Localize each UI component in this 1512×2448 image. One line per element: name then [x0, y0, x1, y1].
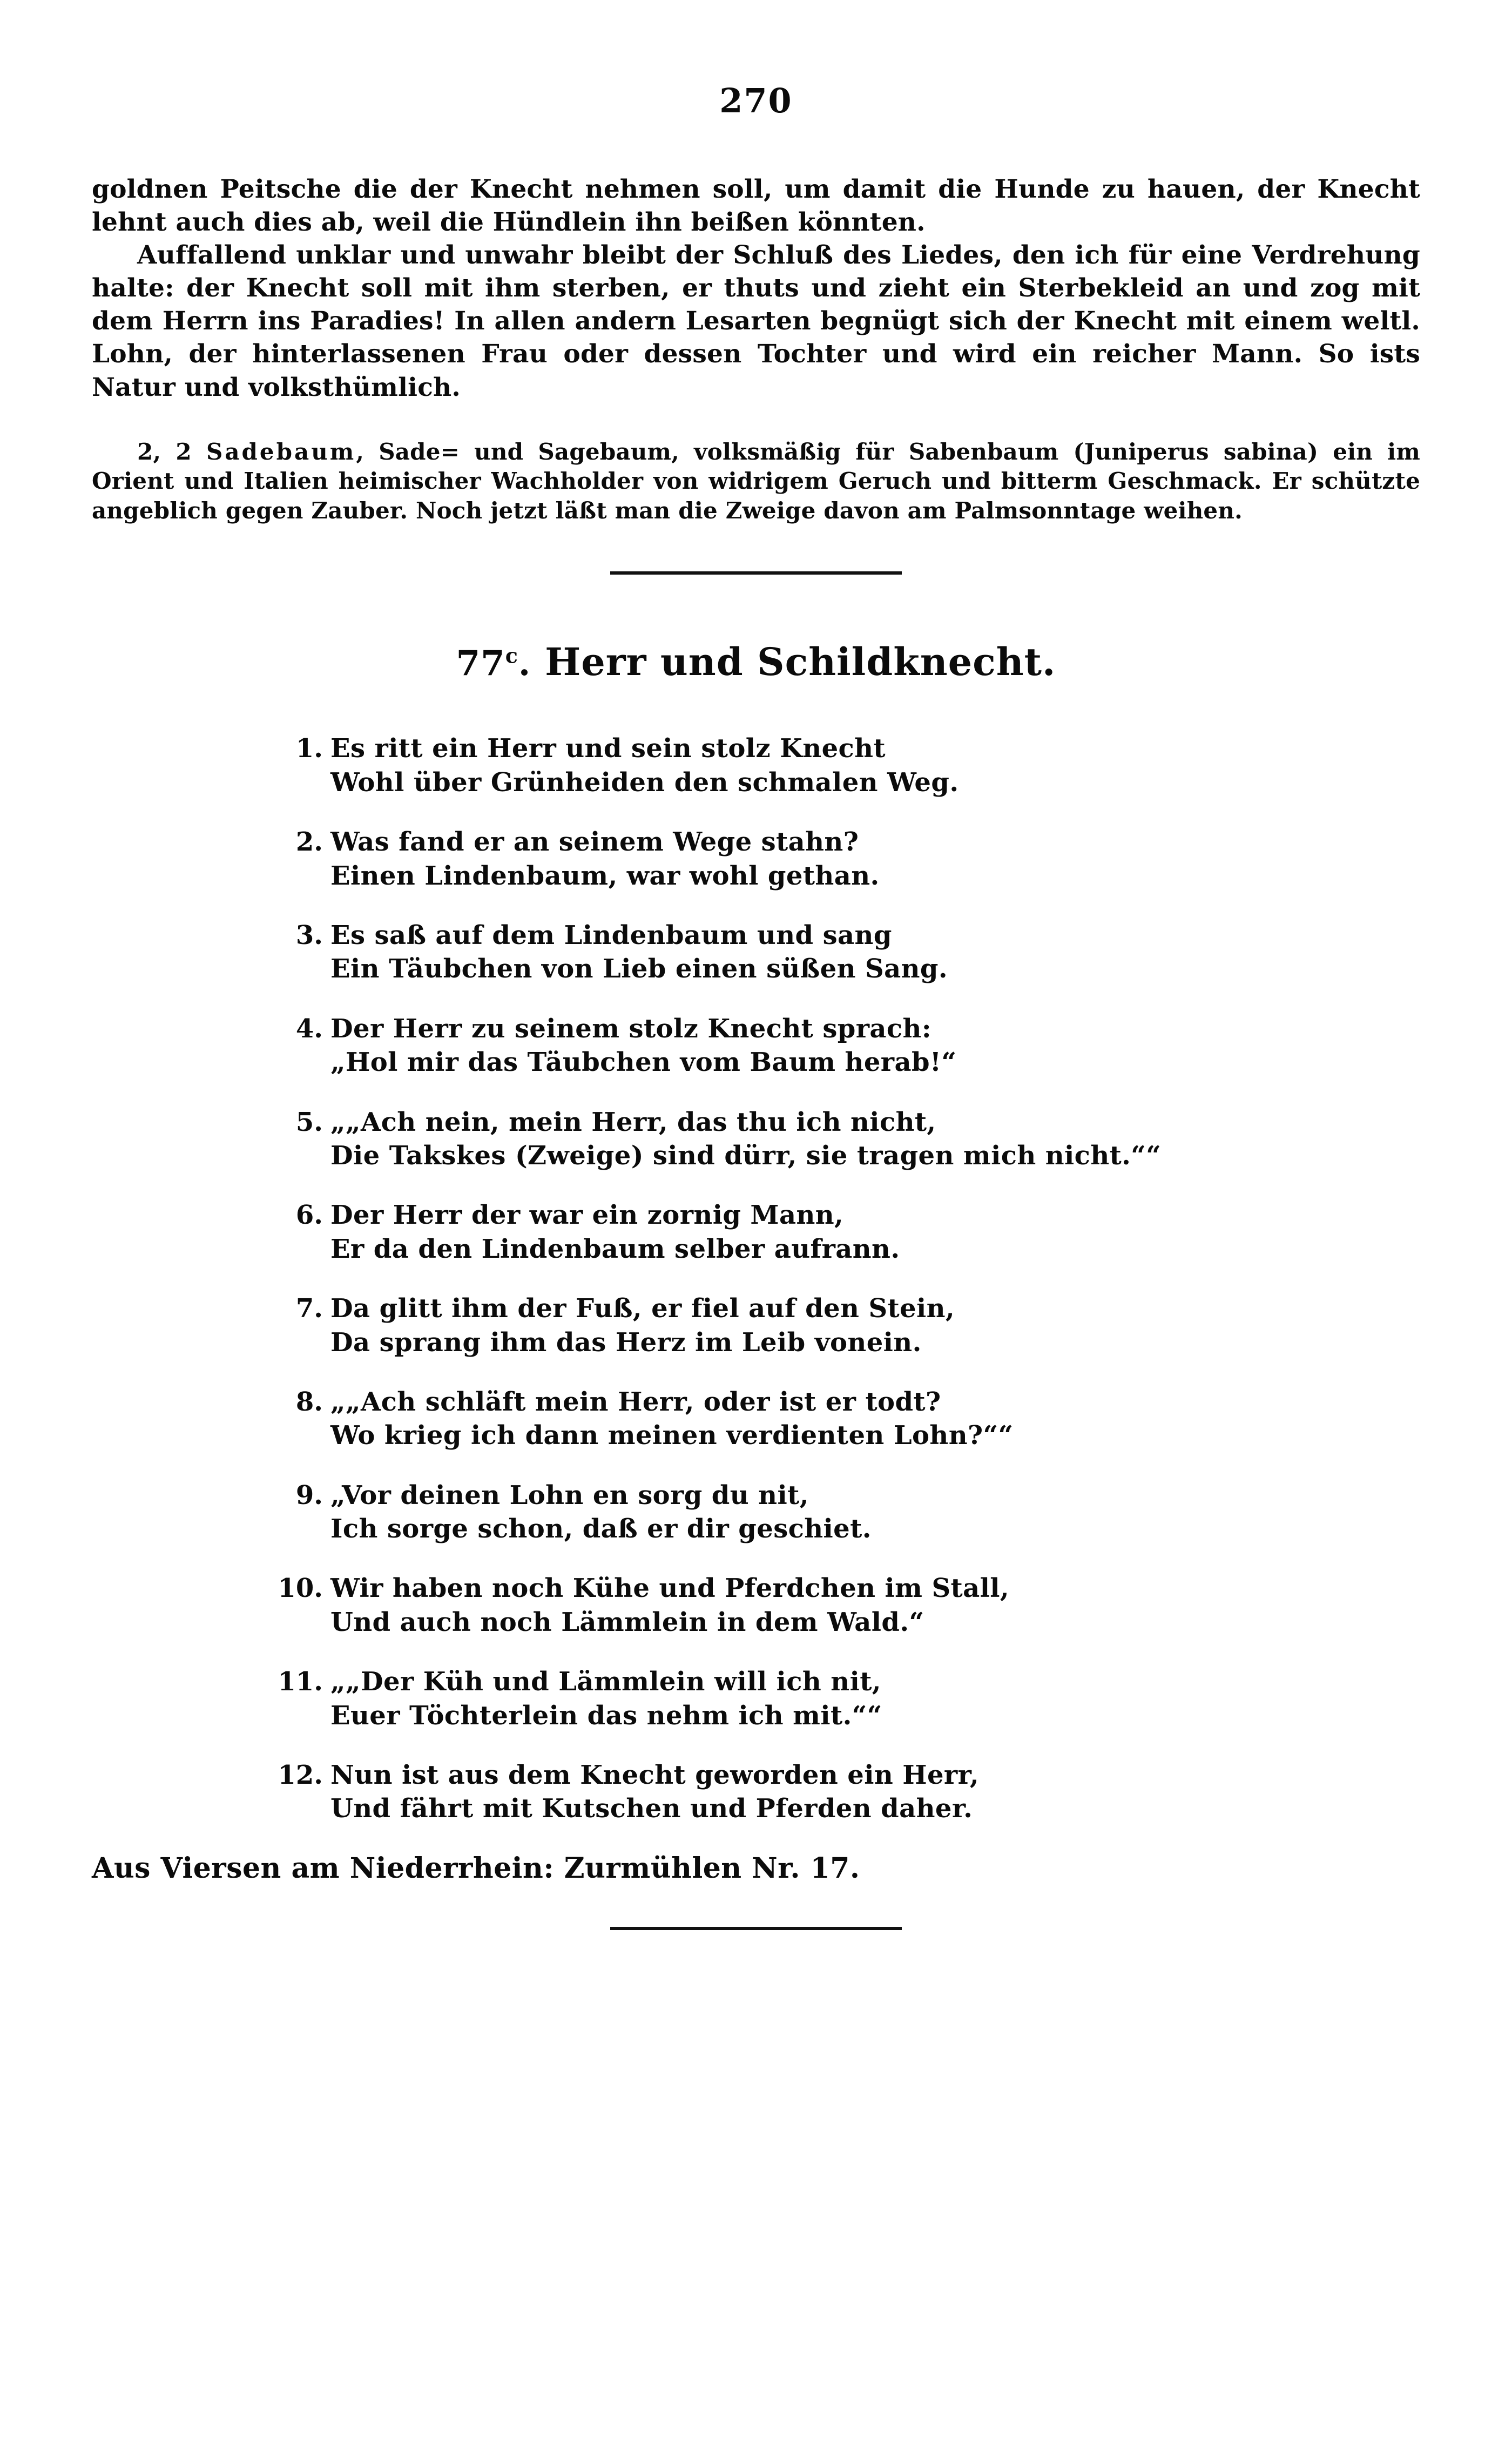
stanza: [270, 1385, 1350, 1453]
stanza-line: „„Der Küh und Lämmlein will ich nit,: [330, 1667, 881, 1697]
page-content: [92, 173, 1420, 1930]
stanza-number: 11.: [278, 1667, 323, 1697]
stanza-lines: [330, 1292, 955, 1359]
annotation-reference: 2, 2: [137, 438, 206, 465]
stanza: [270, 732, 1350, 799]
stanza-line: Und auch noch Lämmlein in dem Wald.“: [330, 1607, 924, 1637]
song-number-value: 77: [456, 643, 505, 684]
song-number-dot: .: [518, 643, 531, 684]
stanza-number: 6.: [295, 1200, 323, 1231]
stanza-lines: [330, 1012, 956, 1080]
stanza: [270, 919, 1350, 986]
stanza-line: Der Herr der war ein zornig Mann,: [330, 1200, 844, 1231]
stanza-line: Euer Töchterlein das nehm ich mit.““: [330, 1700, 882, 1731]
stanza-lines: [330, 919, 948, 986]
stanza-line: „„Ach schläft mein Herr, oder ist er todt?: [330, 1386, 941, 1417]
stanza-number: 12.: [278, 1760, 323, 1791]
annotation-keyword: Sadebaum: [206, 438, 356, 465]
stanza-lines: [330, 1105, 1161, 1173]
song-title-text: Herr und Schildknecht.: [545, 639, 1056, 685]
stanza-number: 3.: [295, 920, 323, 950]
stanza-line: „Vor deinen Lohn en sorg du nit,: [330, 1480, 809, 1510]
stanza-lines: [330, 1572, 1009, 1639]
stanza: [270, 1479, 1350, 1546]
stanza-number: 7.: [295, 1293, 323, 1324]
stanza: [270, 1572, 1350, 1639]
stanza-line: Wo krieg ich dann meinen verdienten Lohn?““: [330, 1420, 1014, 1451]
stanza-line: Ich sorge schon, daß er dir geschiet.: [330, 1514, 872, 1545]
stanza: [270, 1012, 1350, 1080]
stanza-line: Wir haben noch Kühe und Pferdchen im Stall,: [330, 1573, 1009, 1604]
song-number-superscript: c: [505, 644, 518, 669]
stanza: [270, 825, 1350, 893]
stanza-line: Es saß auf dem Lindenbaum und sang: [330, 920, 892, 950]
stanza-line: Nun ist aus dem Knecht geworden ein Herr,: [330, 1760, 979, 1791]
stanza-line: Die Takskes (Zweige) sind dürr, sie tragen mich nicht.““: [330, 1140, 1162, 1171]
stanza-lines: [330, 732, 959, 799]
stanza: [270, 1665, 1350, 1732]
stanza-lines: [330, 1758, 979, 1826]
stanza-line: Er da den Lindenbaum selber aufrann.: [330, 1233, 900, 1264]
stanza-line: Wohl über Grünheiden den schmalen Weg.: [330, 767, 959, 798]
source-attribution: Aus Viersen am Niederrhein: Zurmühlen Nr. 17.: [92, 1851, 860, 1885]
stanza-number: 2.: [295, 827, 323, 858]
stanza-number: 1.: [295, 733, 323, 764]
stanza-line: Es ritt ein Herr und sein stolz Knecht: [330, 733, 886, 764]
song-heading: [92, 639, 1420, 684]
stanza-line: Was fand er an seinem Wege stahn?: [330, 827, 859, 858]
stanza-line: Und fährt mit Kutschen und Pferden daher.: [330, 1793, 973, 1824]
stanza: [270, 1292, 1350, 1359]
stanza-number: 5.: [295, 1107, 323, 1137]
section-divider-top: [610, 571, 902, 575]
stanza-line: Einen Lindenbaum, war wohl gethan.: [330, 860, 880, 891]
paragraph-commentary: Auffallend unklar und unwahr bleibt der Schluß des Liedes, den ich für eine Verdrehung halte: der Knecht soll mit ihm sterben, er thuts und zieht ein Sterbekleid an und zog mit dem Herrn ins Paradies! In allen andern Lesarten begnügt sich der Knecht mit einem weltl. Lohn, der hinterlassenen Frau oder dessen Tochter und wird ein reicher Mann. So ists Natur und volksthümlich.: [92, 240, 1420, 402]
stanza-lines: [330, 1385, 1014, 1453]
stanza-line: Da sprang ihm das Herz im Leib vonein.: [330, 1327, 922, 1358]
page-number: 270: [719, 81, 793, 120]
stanza-number: 10.: [278, 1573, 323, 1604]
stanza-lines: [330, 1665, 882, 1732]
stanza-lines: [330, 1198, 900, 1266]
stanza: [270, 1758, 1350, 1826]
spacer: [92, 404, 1420, 437]
stanza-line: Der Herr zu seinem stolz Knecht sprach:: [330, 1013, 932, 1044]
stanza-list: [270, 732, 1350, 1825]
stanza-line: „Hol mir das Täubchen vom Baum herab!“: [330, 1047, 957, 1078]
stanza-number: 8.: [295, 1386, 323, 1417]
annotation-text: , Sade= und Sagebaum, volksmäßig für Sabenbaum (Juniperus sabina) ein im Orient und Italien heimischer Wachholder von widrigem Geruch und bitterm Geschmack. Er schützte angeblich gegen Zauber. Noch jetzt läßt man die Zweige davon am Palmsonntage weihen.: [92, 438, 1420, 524]
stanza: [270, 1105, 1350, 1173]
stanza-line: „„Ach nein, mein Herr, das thu ich nicht,: [330, 1107, 936, 1137]
stanza-lines: [330, 825, 880, 893]
song-number: [456, 643, 531, 684]
stanza-number: 4.: [295, 1013, 323, 1044]
stanza-lines: [330, 1479, 872, 1546]
stanza-line: Da glitt ihm der Fuß, er fiel auf den Stein,: [330, 1293, 955, 1324]
paragraph-continuation: goldnen Peitsche die der Knecht nehmen soll, um damit die Hunde zu hauen, der Knecht lehnt auch dies ab, weil die Hündlein ihn beißen könnten.: [92, 174, 1420, 238]
stanza-number: 9.: [295, 1480, 323, 1510]
annotation-note: [92, 437, 1420, 526]
section-divider-bottom: [610, 1927, 902, 1930]
stanza: [270, 1198, 1350, 1266]
stanza-line: Ein Täubchen von Lieb einen süßen Sang.: [330, 954, 948, 984]
